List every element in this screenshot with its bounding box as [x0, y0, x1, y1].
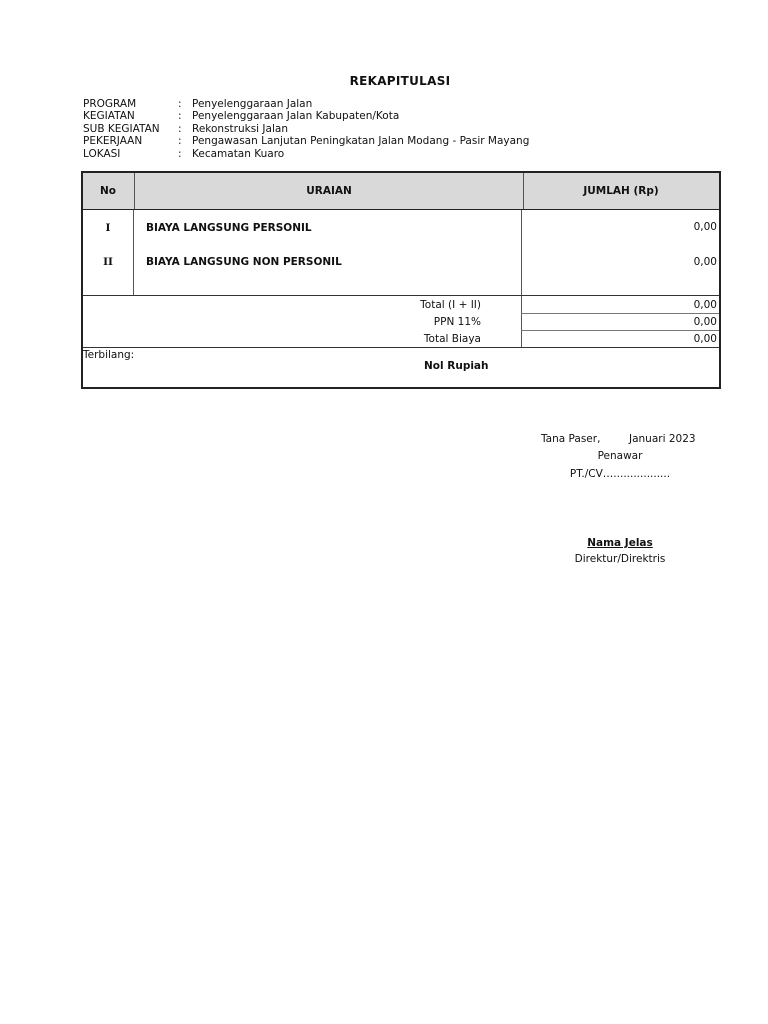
- row-amount: 0,00: [693, 221, 717, 233]
- info-value: Kecamatan Kuaro: [192, 147, 285, 160]
- terbilang-label: Terbilang:: [83, 349, 135, 361]
- info-colon: :: [178, 135, 182, 148]
- summary-divider: [521, 313, 719, 314]
- info-value: Pengawasan Lanjutan Peningkatan Jalan Modang - Pasir Mayang: [192, 135, 530, 148]
- column-divider: [521, 210, 522, 348]
- row-description: BIAYA LANGSUNG NON PERSONIL: [146, 256, 342, 268]
- recap-table: [81, 171, 721, 389]
- column-divider: [133, 210, 134, 295]
- summary-label-ppn: PPN 11%: [433, 316, 481, 328]
- info-colon: :: [178, 98, 182, 110]
- info-label: KEGIATAN: [83, 110, 135, 123]
- section-divider: [83, 295, 719, 296]
- info-label: LOKASI: [83, 147, 121, 160]
- info-value: Rekonstruksi Jalan: [192, 122, 288, 135]
- summary-label-total: Total (I + II): [420, 299, 481, 311]
- summary-value-total-biaya: 0,00: [693, 333, 717, 345]
- info-colon: :: [178, 147, 182, 160]
- row-number: I: [105, 222, 111, 234]
- info-value: Penyelenggaraan Jalan: [192, 98, 313, 110]
- document-title: REKAPITULASI: [349, 74, 451, 88]
- info-row-kegiatan: [83, 110, 529, 122]
- header-uraian: URAIAN: [134, 173, 524, 209]
- terbilang-divider: [83, 347, 719, 348]
- summary-label-total-biaya: Total Biaya: [423, 333, 481, 345]
- row-description: BIAYA LANGSUNG PERSONIL: [146, 222, 312, 234]
- row-number: II: [103, 256, 113, 268]
- signature-date: Januari 2023: [629, 433, 696, 445]
- info-label: SUB KEGIATAN: [83, 122, 160, 135]
- info-colon: :: [178, 110, 182, 123]
- signature-place: Tana Paser,: [541, 433, 601, 445]
- header-jumlah: JUMLAH (Rp): [583, 185, 659, 197]
- info-label: PROGRAM: [83, 98, 137, 110]
- signature-role: Penawar: [597, 450, 643, 462]
- summary-divider: [521, 330, 719, 331]
- info-row-sub-kegiatan: [83, 123, 529, 135]
- signature-company: PT./CV….................: [569, 468, 671, 480]
- summary-value-total: 0,00: [693, 299, 717, 311]
- info-value: Penyelenggaraan Jalan Kabupaten/Kota: [192, 110, 400, 123]
- terbilang-value: Nol Rupiah: [424, 360, 489, 372]
- table-header: [83, 173, 719, 210]
- summary-value-ppn: 0,00: [693, 316, 717, 328]
- info-row-lokasi: [83, 148, 529, 160]
- project-info: [83, 98, 529, 160]
- row-amount: 0,00: [693, 256, 717, 268]
- signature-name: Nama Jelas: [587, 537, 653, 549]
- info-colon: :: [178, 122, 182, 135]
- info-label: PEKERJAAN: [83, 135, 143, 148]
- header-no: No: [99, 185, 116, 197]
- info-row-pekerjaan: [83, 135, 529, 147]
- info-row-program: [83, 98, 529, 110]
- signature-position: Direktur/Direktris: [574, 553, 666, 565]
